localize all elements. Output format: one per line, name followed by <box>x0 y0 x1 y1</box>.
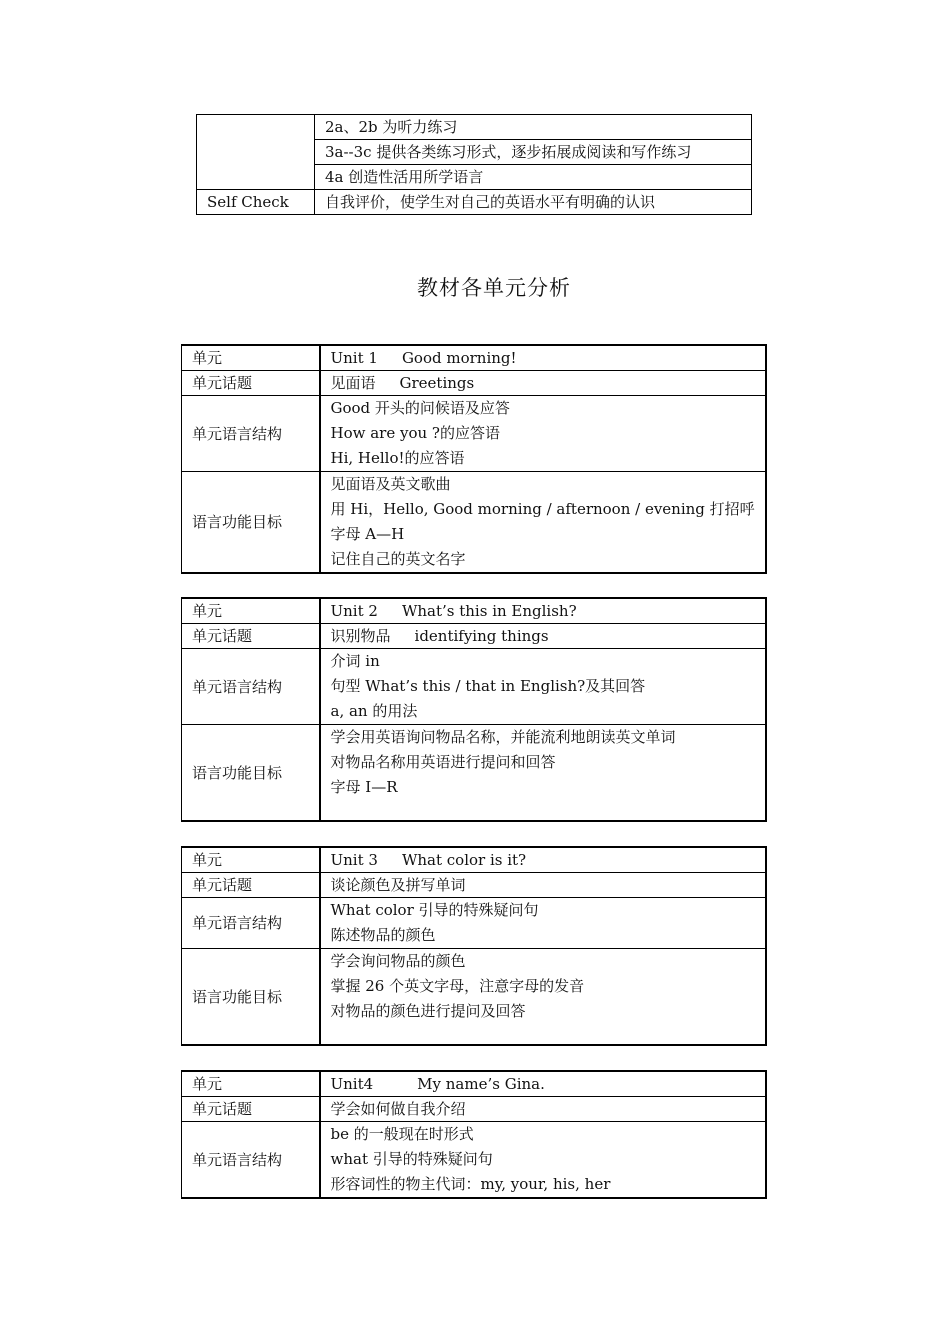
structure-line: what 引导的特殊疑问句 <box>330 1150 493 1168</box>
row-label <box>197 115 315 190</box>
table-row <box>182 1122 767 1199</box>
structure-line: 介词 in <box>330 652 380 670</box>
unit-name-cell <box>320 1071 767 1097</box>
topic-cn: 学会如何做自我介绍 <box>330 1100 466 1118</box>
topic-label: 单元话题 <box>182 371 320 396</box>
table-row <box>182 345 767 371</box>
page-heading: 教材各单元分析 <box>417 276 571 300</box>
function-line: 掌握 26 个英文字母，注意字母的发音 <box>330 977 585 995</box>
structure-line: How are you ?的应答语 <box>330 424 500 442</box>
table-row <box>182 1071 767 1097</box>
unit-label: 单元 <box>182 345 320 371</box>
unit-title: Good morning! <box>401 349 517 367</box>
topic-cell <box>320 624 767 649</box>
unit-title: What color is it? <box>401 851 527 869</box>
function-line: 字母 A—H <box>330 525 405 543</box>
table-row <box>182 1097 767 1122</box>
topic-cn: 见面语 <box>330 374 376 392</box>
unit-title: What’s this in English? <box>401 602 577 620</box>
structure-label: 单元语言结构 <box>182 898 320 949</box>
structure-line: What color 引导的特殊疑问句 <box>330 901 539 919</box>
unit-name-cell <box>320 345 767 371</box>
table-row <box>182 396 767 472</box>
structure-cell <box>320 1122 767 1199</box>
unit-label: 单元 <box>182 598 320 624</box>
topic-en: Greetings <box>399 374 475 392</box>
table-row <box>182 472 767 574</box>
function-line: 记住自己的英文名字 <box>330 550 466 568</box>
structure-line: a, an 的用法 <box>330 702 418 720</box>
structure-label: 单元语言结构 <box>182 396 320 472</box>
function-line: 对物品名称用英语进行提问和回答 <box>330 753 556 771</box>
topic-cell <box>320 873 767 898</box>
table-row <box>182 371 767 396</box>
table-row <box>182 873 767 898</box>
row-label: Self Check <box>197 190 315 215</box>
topic-cell <box>320 1097 767 1122</box>
structure-line: Hi, Hello!的应答语 <box>330 449 465 467</box>
row-text: 4a 创造性活用所学语言 <box>315 165 752 190</box>
unit-label: 单元 <box>182 847 320 873</box>
structure-line: 陈述物品的颜色 <box>330 926 436 944</box>
table-row <box>182 649 767 725</box>
function-cell <box>320 472 767 574</box>
function-line: 对物品的颜色进行提问及回答 <box>330 1002 526 1020</box>
structure-line: 形容词性的物主代词：my, your, his, her <box>330 1175 611 1193</box>
table-row <box>182 898 767 949</box>
row-text: 3a--3c 提供各类练习形式，逐步拓展成阅读和写作练习 <box>315 140 752 165</box>
unit-title: My name’s Gina. <box>417 1075 545 1093</box>
function-label: 语言功能目标 <box>182 472 320 574</box>
topic-cn: 识别物品 <box>330 627 391 645</box>
unit-number: Unit 1 <box>330 349 378 367</box>
function-line: 学会询问物品的颜色 <box>330 952 466 970</box>
unit-4-table <box>181 1070 767 1199</box>
function-line: 学会用英语询问物品名称，并能流利地朗读英文单词 <box>330 728 676 746</box>
topic-label: 单元话题 <box>182 624 320 649</box>
table-row <box>182 847 767 873</box>
topic-en: identifying things <box>414 627 549 645</box>
structure-cell <box>320 396 767 472</box>
structure-line: Good 开头的问候语及应答 <box>330 399 510 417</box>
function-label: 语言功能目标 <box>182 725 320 822</box>
unit-name-cell <box>320 598 767 624</box>
function-line: 字母 I—R <box>330 778 398 796</box>
table-row <box>197 115 752 140</box>
structure-line: 句型 What’s this / that in English?及其回答 <box>330 677 646 695</box>
table-row <box>182 725 767 822</box>
unit-1-table <box>181 344 767 574</box>
unit-label: 单元 <box>182 1071 320 1097</box>
topic-label: 单元话题 <box>182 1097 320 1122</box>
topic-label: 单元话题 <box>182 873 320 898</box>
function-cell <box>320 949 767 1046</box>
function-cell <box>320 725 767 822</box>
unit-number: Unit4 <box>330 1075 374 1093</box>
table-row <box>182 598 767 624</box>
structure-cell <box>320 649 767 725</box>
structure-cell <box>320 898 767 949</box>
topic-cell <box>320 371 767 396</box>
top-activity-table <box>196 114 752 215</box>
table-row <box>182 624 767 649</box>
topic-cn: 谈论颜色及拼写单词 <box>330 876 466 894</box>
function-line: 用 Hi，Hello, Good morning / afternoon / evening 打招呼 <box>330 500 755 518</box>
unit-number: Unit 3 <box>330 851 378 869</box>
row-text: 自我评价，使学生对自己的英语水平有明确的认识 <box>315 190 752 215</box>
function-label: 语言功能目标 <box>182 949 320 1046</box>
unit-2-table <box>181 597 767 822</box>
table-row <box>197 190 752 215</box>
unit-3-table <box>181 846 767 1046</box>
table-row <box>182 949 767 1046</box>
unit-name-cell <box>320 847 767 873</box>
structure-line: be 的一般现在时形式 <box>330 1125 474 1143</box>
function-line: 见面语及英文歌曲 <box>330 475 451 493</box>
structure-label: 单元语言结构 <box>182 649 320 725</box>
unit-number: Unit 2 <box>330 602 378 620</box>
structure-label: 单元语言结构 <box>182 1122 320 1199</box>
row-text: 2a、2b 为听力练习 <box>315 115 752 140</box>
